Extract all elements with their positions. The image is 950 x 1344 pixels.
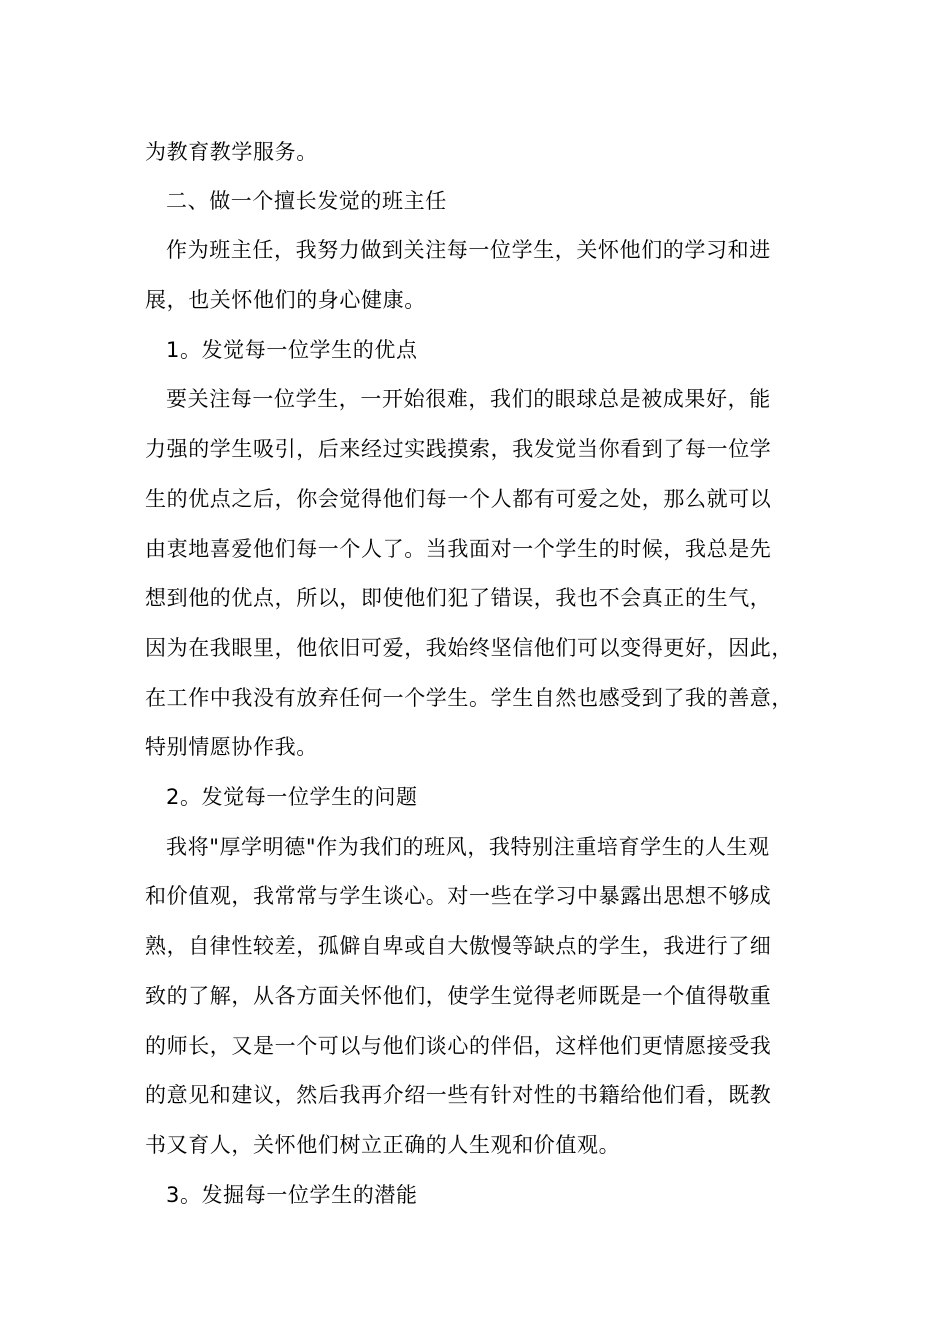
paragraph-line: 因为在我眼里，他依旧可爱，我始终坚信他们可以变得更好，因此，: [145, 636, 793, 660]
paragraph-line: 作为班主任，我努力做到关注每一位学生，关怀他们的学习和进: [166, 238, 771, 262]
paragraph-line: 生的优点之后，你会觉得他们每一个人都有可爱之处，那么就可以: [145, 487, 772, 511]
paragraph-line: 在工作中我没有放弃任何一个学生。学生自然也感受到了我的善意，: [145, 686, 793, 710]
paragraph-line: 力强的学生吸引，后来经过实践摸索，我发觉当你看到了每一位学: [145, 437, 772, 461]
paragraph-line: 展，也关怀他们的身心健康。: [145, 288, 426, 312]
paragraph-line: 特别情愿协作我。: [145, 735, 318, 759]
paragraph-line: 的师长，又是一个可以与他们谈心的伴侣，这样他们更情愿接受我: [145, 1034, 772, 1058]
paragraph-line: 我将"厚学明德"作为我们的班风，我特别注重培育学生的人生观: [166, 835, 770, 859]
paragraph-line: 要关注每一位学生，一开始很难，我们的眼球总是被成果好，能: [166, 387, 771, 411]
paragraph-line: 为教育教学服务。: [145, 140, 318, 164]
section-heading: 二、做一个擅长发觉的班主任: [166, 189, 447, 213]
subsection-heading: 3。发掘每一位学生的潜能: [166, 1183, 418, 1207]
subsection-heading: 1。发觉每一位学生的优点: [166, 338, 418, 362]
paragraph-line: 致的了解，从各方面关怀他们，使学生觉得老师既是一个值得敬重: [145, 984, 772, 1008]
paragraph-line: 的意见和建议，然后我再介绍一些有针对性的书籍给他们看，既教: [145, 1083, 772, 1107]
paragraph-line: 和价值观，我常常与学生谈心。对一些在学习中暴露出思想不够成: [145, 884, 772, 908]
paragraph-line: 由衷地喜爱他们每一个人了。当我面对一个学生的时候，我总是先: [145, 537, 772, 561]
paragraph-line: 熟，自律性较差，孤僻自卑或自大傲慢等缺点的学生，我进行了细: [145, 934, 772, 958]
subsection-heading: 2。发觉每一位学生的问题: [166, 785, 418, 809]
paragraph-line: 想到他的优点，所以，即使他们犯了错误，我也不会真正的生气，: [145, 586, 772, 610]
paragraph-line: 书又育人，关怀他们树立正确的人生观和价值观。: [145, 1133, 621, 1157]
